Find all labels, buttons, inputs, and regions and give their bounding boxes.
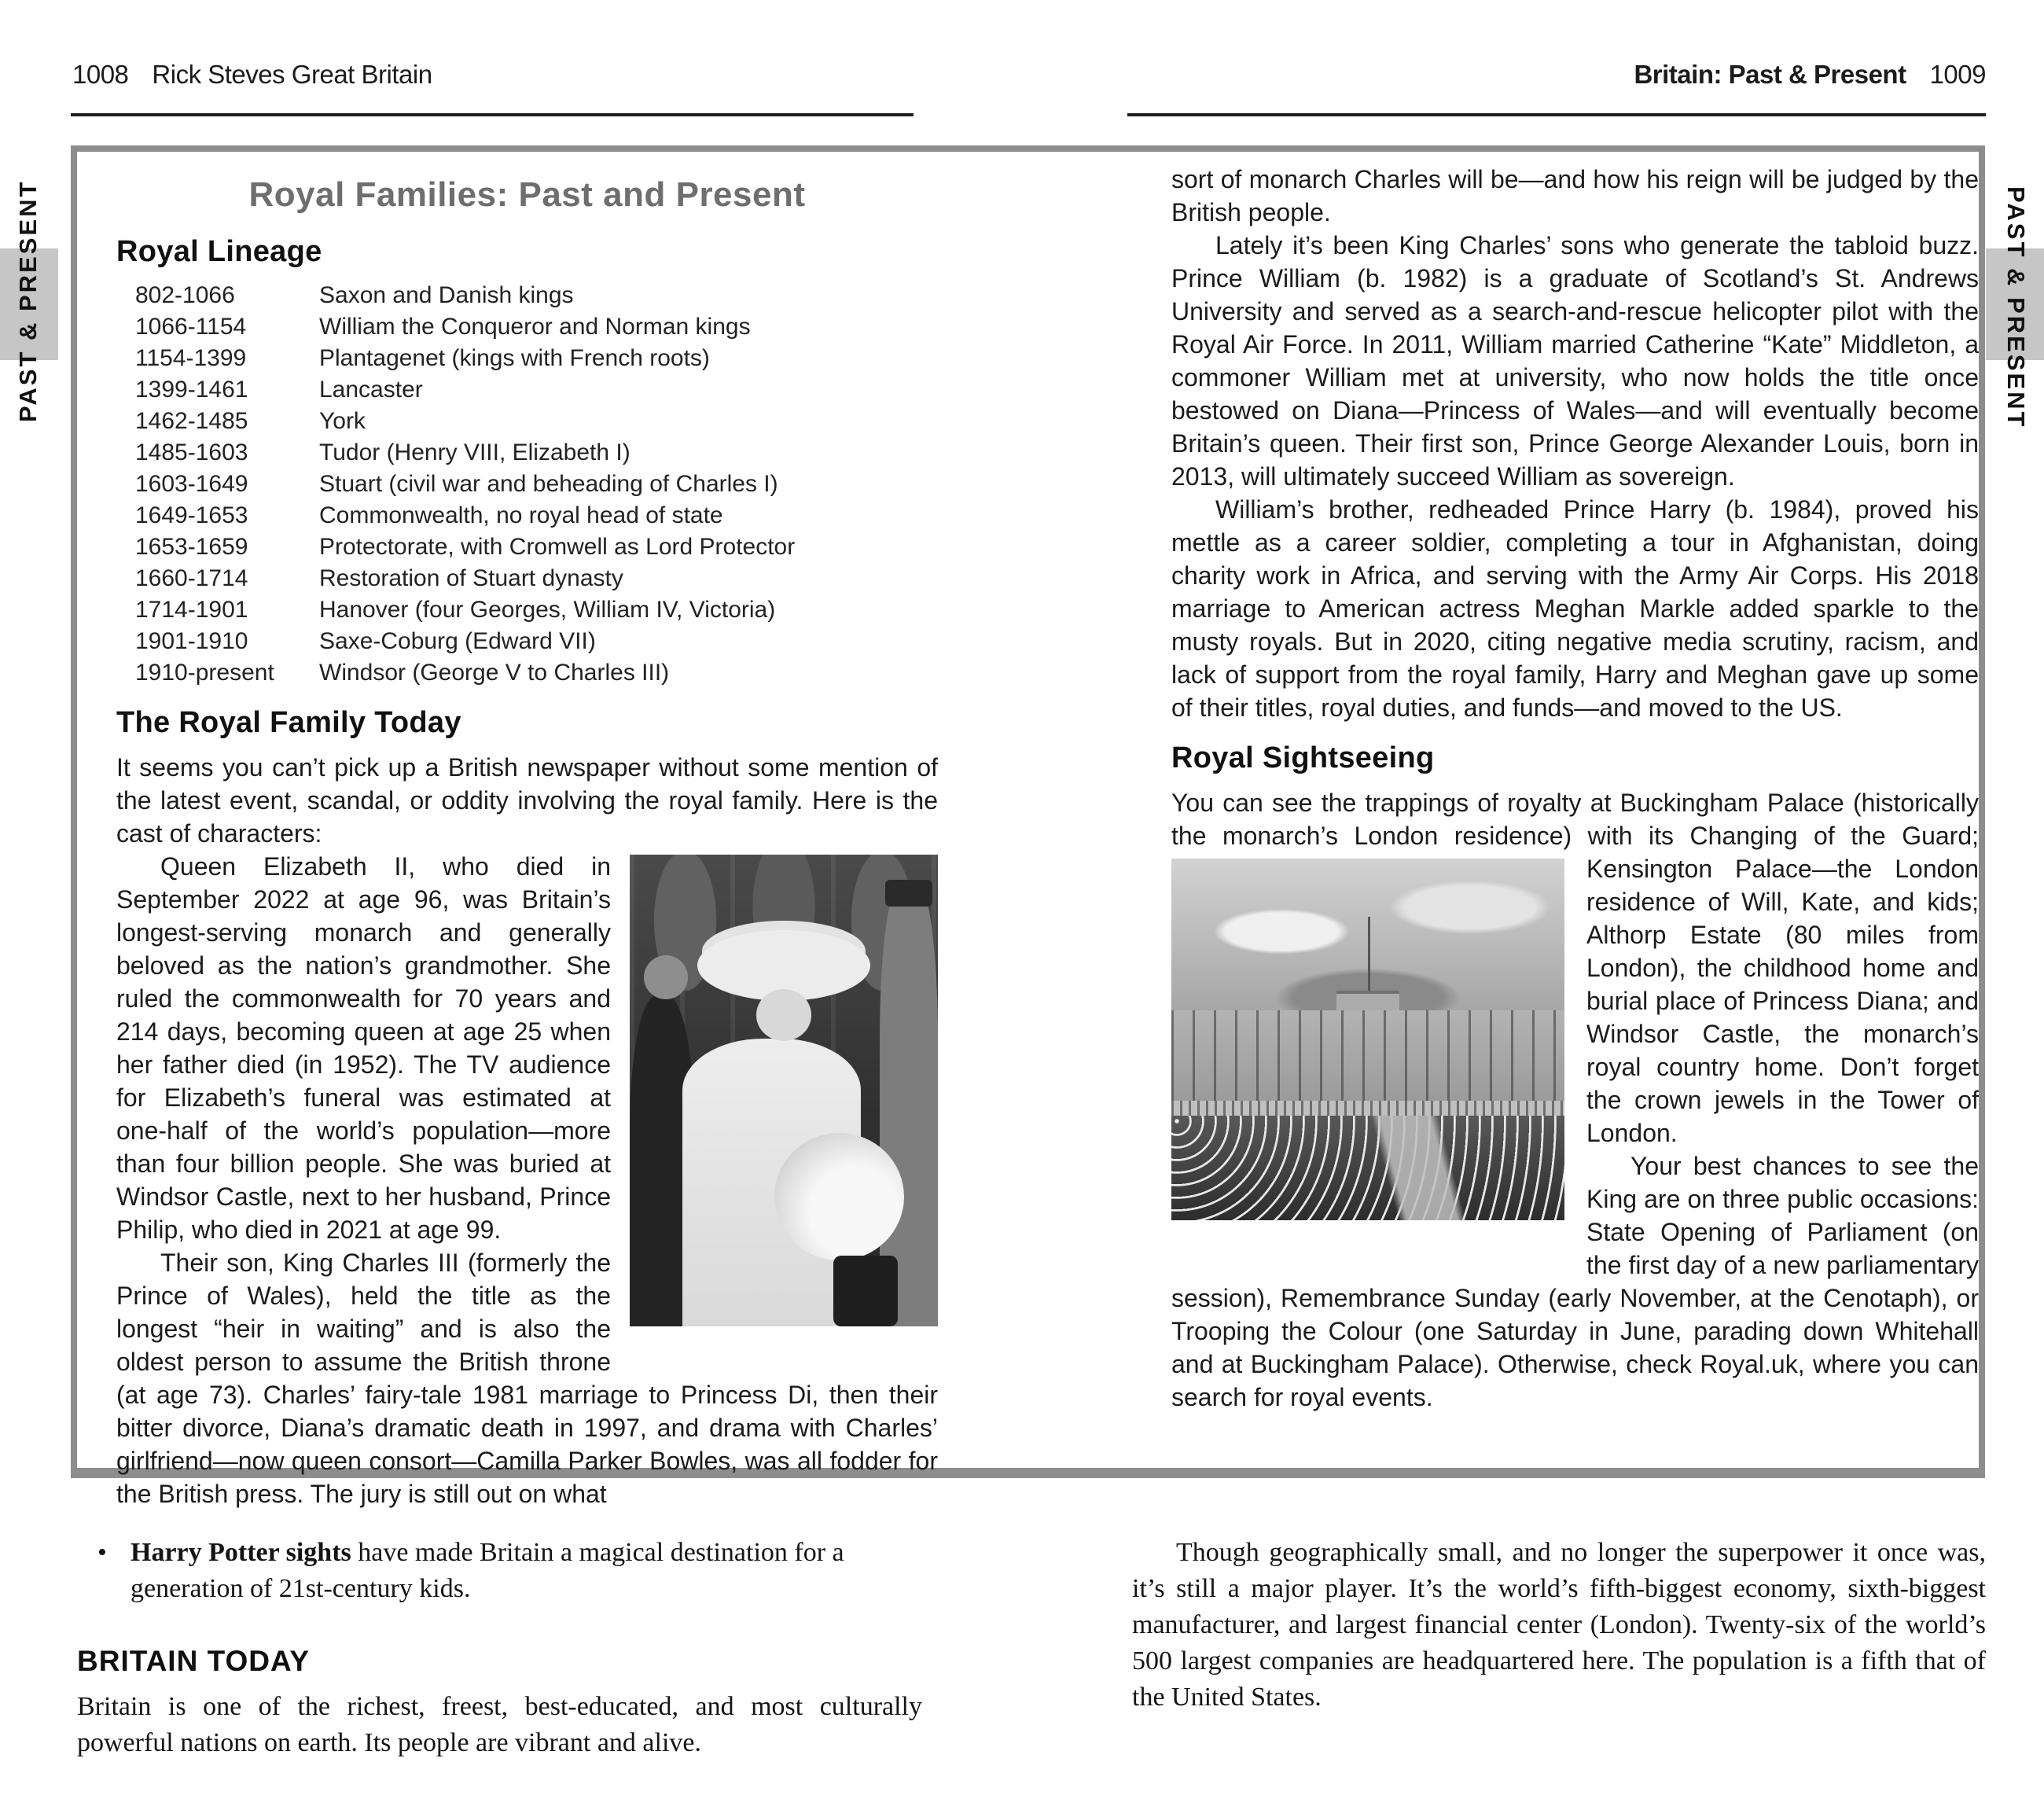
lineage-years: 1649-1653 bbox=[135, 502, 248, 528]
lineage-dynasty: Restoration of Stuart dynasty bbox=[319, 565, 623, 591]
royal-families-sidebar bbox=[71, 145, 1985, 1508]
sightseeing-paragraph-1b: the Guard; Kensington Palace—the London residence of Will, Kate, and kids; Althorp Estate (80 miles from London), the childhood home and burial place of Princess Diana; and Windsor Castle, the monarch’s royal country home. Don’t forget the crown jewels in the Tower of London. bbox=[1586, 822, 1980, 1147]
sidebar-title: Royal Families: Past and Present bbox=[248, 175, 806, 214]
sightseeing-paragraph-2: Your best chances to see the King are on three public occasions: State Opening of Parliament (on the first day of a new parliamentary session), Remembrance Sunday (early November, at the Cenotaph), or Trooping the Colour (one Saturday in June, parading down Whitehall and at Buckingham Palace). Otherwise, check Royal.uk, where you can search for royal events. bbox=[1171, 1152, 1979, 1411]
chapter-tab-label-left: PAST & PRESENT bbox=[14, 179, 42, 422]
royal-lineage-table bbox=[116, 280, 938, 689]
royal-lineage-heading: Royal Lineage bbox=[116, 235, 322, 268]
lineage-years: 1154-1399 bbox=[135, 345, 247, 371]
sightseeing-paragraph-1 bbox=[1171, 786, 1979, 1149]
page-number-right: 1009 bbox=[1929, 60, 1986, 89]
bullet-lead-in: Harry Potter sights bbox=[131, 1538, 351, 1567]
britain-today-heading: BRITAIN TODAY bbox=[77, 1645, 311, 1677]
harry-potter-bullet bbox=[77, 1535, 922, 1607]
lineage-dynasty: Tudor (Henry VIII, Elizabeth I) bbox=[319, 440, 630, 465]
queen-face bbox=[756, 989, 812, 1041]
chapter-tab-label-right: PAST & PRESENT bbox=[2002, 186, 2030, 429]
lineage-years: 802-1066 bbox=[135, 282, 235, 308]
family-today-paragraph-2 bbox=[116, 850, 938, 1246]
lineage-dynasty: Protectorate, with Cromwell as Lord Protector bbox=[319, 534, 796, 560]
family-today-paragraph-3: Their son, King Charles III (formerly the Prince of Wales), held the title as the longest “heir in waiting” and is also the oldest person to assume the British throne (at age 73). Charles’ fairy-tale 1981 marriage to Princess Di, then their bitter divorce, Diana’s dramatic death in 1997, and drama with Charles’ girlfriend—now queen consort—Camilla Parker Bowles, was all fodder for the British press. The jury is still out on what bbox=[116, 1249, 938, 1508]
royal-sightseeing-heading: Royal Sightseeing bbox=[1171, 741, 1435, 774]
running-head-left bbox=[72, 60, 432, 90]
palace-facade bbox=[1171, 1010, 1564, 1105]
right-column-paragraph-2: Lately it’s been King Charles’ sons who generate the tabloid buzz. Prince William (b. 1982) is a graduate of Scotland’s St. Andrews University and served as a search-and-rescue helicopter pilot with the Royal Air Force. In 2011, William married Catherine “Kate” Middleton, a commoner William met at university, who now holds the title once bestowed on Diana—Princess of Wales—and will eventually become Britain’s queen. Their first son, Prince George Alexander Louis, born in 2013, will ultimately succeed William as sovereign. bbox=[1171, 231, 1979, 491]
lineage-dynasty: Hanover (four Georges, William IV, Victoria) bbox=[319, 597, 776, 623]
bullet-text: have made Britain a magical destination for a generation of 21st-century kids. bbox=[131, 1538, 844, 1603]
lineage-dynasty: Windsor (George V to Charles III) bbox=[319, 660, 670, 686]
lineage-dynasty: York bbox=[319, 408, 366, 434]
right-column-paragraph-1: sort of monarch Charles will be—and how his reign will be judged by the British people. bbox=[1171, 165, 1979, 226]
sidebar-right-column bbox=[1171, 163, 1979, 1414]
family-today-paragraph-1: It seems you can’t pick up a British newspaper without some mention of the latest event, scandal, or oddity involving the royal family. Here is the cast of characters: bbox=[116, 753, 938, 848]
family-today-paragraph-2-text: Queen Elizabeth II, who died in September 2022 at age 96, was Britain’s longest-serving monarch and generally beloved as the nation’s grandmother. She ruled the commonwealth for 70 years and 214 days, becoming queen at age 25 when her father died (in 1952). The TV audience for Elizabeth’s funeral was estimated at one-half of the world’s population—more than four billion people. She was buried at Windsor Castle, next to her husband, Prince Philip, who died in 2021 at age 99. bbox=[116, 852, 611, 1244]
chapter-title: Britain: Past & Present bbox=[1634, 60, 1906, 89]
lineage-years: 1910-present bbox=[135, 660, 274, 686]
lineage-dynasty: Stuart (civil war and beheading of Charles I) bbox=[319, 471, 778, 497]
lineage-dynasty: William the Conqueror and Norman kings bbox=[319, 314, 751, 340]
flower-garden bbox=[1171, 1116, 1564, 1220]
running-head-right bbox=[1127, 60, 1986, 90]
header-rule-right bbox=[1127, 113, 1986, 116]
lineage-dynasty: Lancaster bbox=[319, 377, 423, 403]
page-number-left: 1008 bbox=[72, 60, 129, 89]
lineage-years: 1714-1901 bbox=[135, 597, 248, 623]
flower-bouquet bbox=[774, 1133, 904, 1260]
right-column-paragraph-3: William’s brother, redheaded Prince Harry (b. 1984), proved his mettle as a career soldier, completing a tour in Afghanistan, doing charity work in Africa, and serving with the Army Air Corps. His 2018 marriage to American actress Meghan Markle added sparkle to the musty royals. But in 2020, citing negative media scrutiny, racism, and lack of support from the royal family, Harry and Meghan gave up some of their titles, royal duties, and funds—and moved to the US. bbox=[1171, 495, 1979, 722]
lineage-years: 1660-1714 bbox=[135, 565, 248, 591]
sightseeing-paragraph-1a: You can see the trappings of royalty at Buckingham Palace (historically the monarch’s London residence) with its Changing of bbox=[1171, 789, 1979, 850]
lineage-dynasty: Plantagenet (kings with French roots) bbox=[319, 345, 710, 371]
lineage-years: 1462-1485 bbox=[135, 408, 248, 434]
lineage-years: 1066-1154 bbox=[135, 314, 247, 340]
lineage-years: 1399-1461 bbox=[135, 377, 248, 403]
bullet-icon: • bbox=[97, 1538, 107, 1567]
queen-elizabeth-photo bbox=[630, 855, 938, 1326]
buckingham-palace-photo bbox=[1171, 859, 1564, 1220]
book-title: Rick Steves Great Britain bbox=[152, 60, 432, 89]
handbag bbox=[833, 1256, 898, 1326]
britain-today-continued-paragraph: Though geographically small, and no longer the superpower it once was, it’s still a major player. It’s the world’s fifth-biggest economy, sixth-biggest manufacturer, and largest financial center (London). Twenty-six of the world’s 500 largest companies are headquartered here. The population is a fifth that of the United States. bbox=[1132, 1538, 1986, 1712]
lineage-years: 1653-1659 bbox=[135, 534, 248, 560]
lineage-dynasty: Commonwealth, no royal head of state bbox=[319, 502, 723, 528]
royal-family-today-heading: The Royal Family Today bbox=[116, 706, 461, 739]
lineage-years: 1485-1603 bbox=[135, 440, 248, 465]
britain-today-paragraph: Britain is one of the richest, freest, best-educated, and most culturally powerful nations on earth. Its people are vibrant and alive. bbox=[77, 1692, 922, 1757]
page-1009-body bbox=[1132, 1535, 1986, 1716]
header-rule-left bbox=[71, 113, 914, 116]
lineage-years: 1901-1910 bbox=[135, 628, 248, 654]
sidebar-left-column bbox=[116, 175, 938, 1510]
lineage-dynasty: Saxe-Coburg (Edward VII) bbox=[319, 628, 596, 654]
lineage-dynasty: Saxon and Danish kings bbox=[319, 282, 574, 308]
page-1008-body bbox=[77, 1535, 922, 1761]
lineage-years: 1603-1649 bbox=[135, 471, 248, 497]
